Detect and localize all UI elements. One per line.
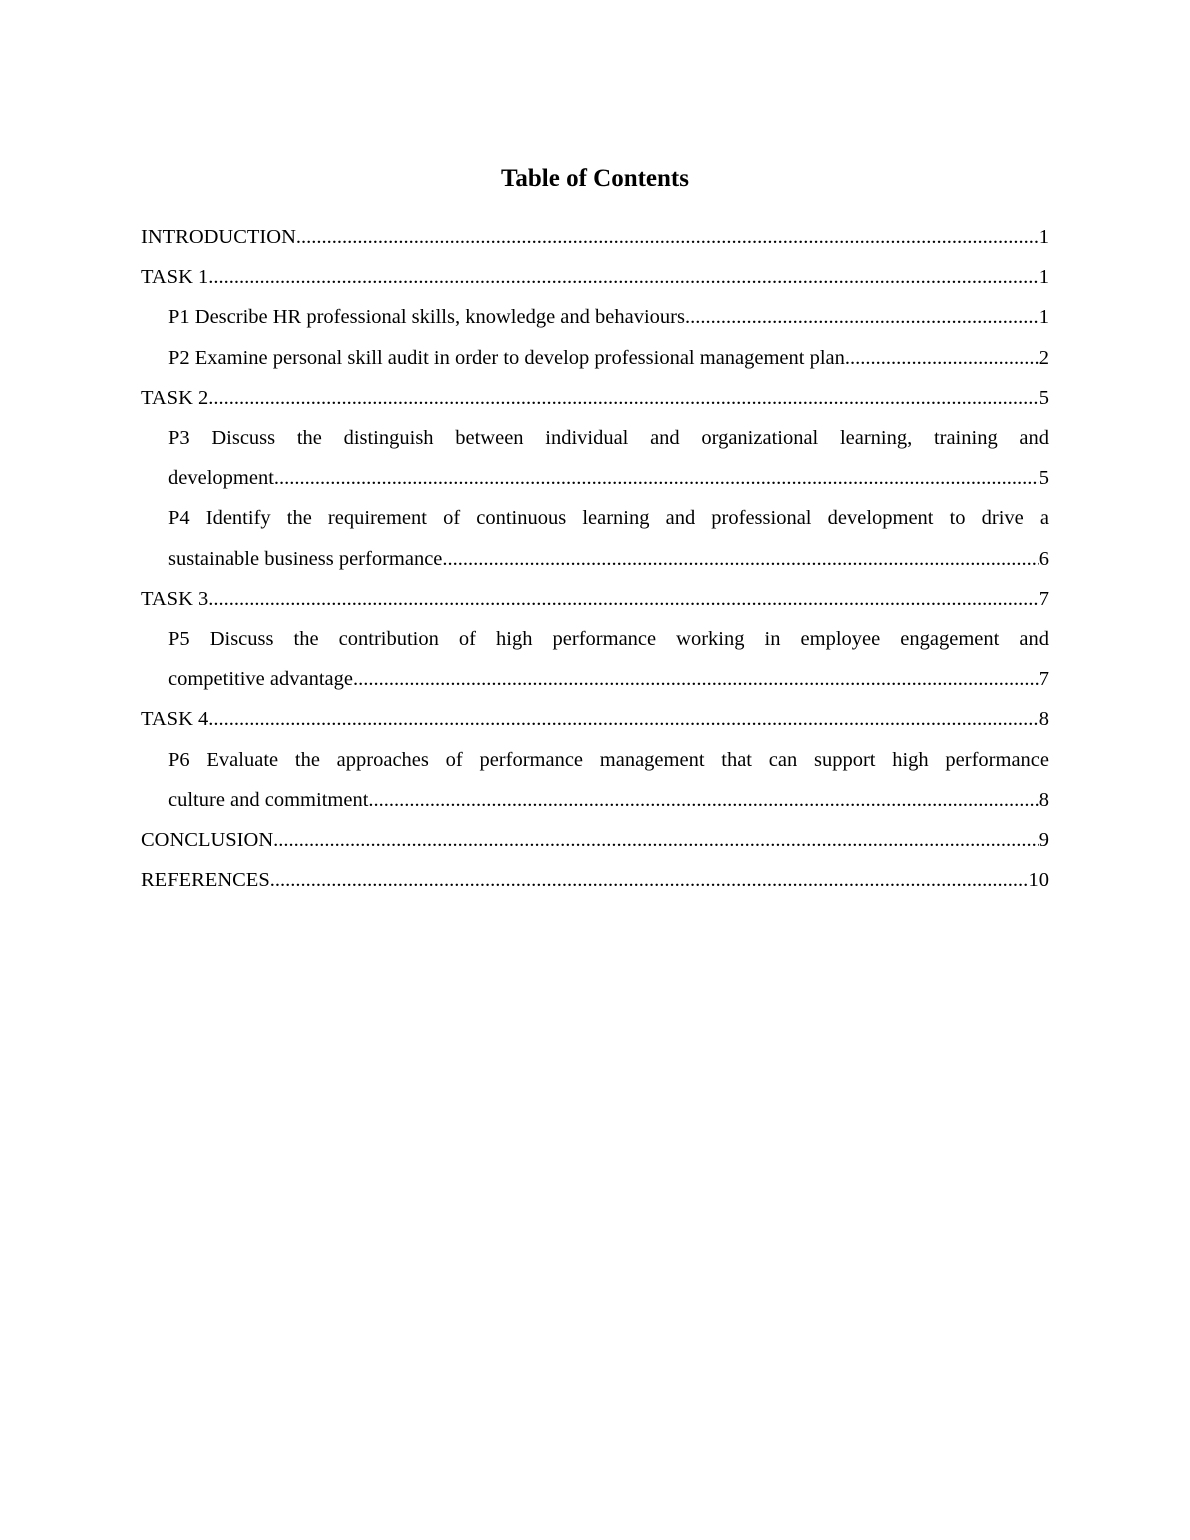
toc-entry-task-3[interactable] xyxy=(141,579,1049,619)
toc-entry-task-2[interactable] xyxy=(141,378,1049,418)
toc-page-number: 8 xyxy=(1038,788,1049,811)
dot-leader xyxy=(270,860,1029,900)
toc-entry-label: P1 Describe HR professional skills, knowledge and behaviours xyxy=(168,306,685,329)
dot-leader xyxy=(353,659,1039,699)
toc-page-number: 2 xyxy=(1038,346,1049,369)
toc-page-number: 9 xyxy=(1038,829,1049,852)
dot-leader xyxy=(208,579,1038,619)
dot-leader xyxy=(296,217,1039,257)
toc-list xyxy=(141,217,1049,900)
dot-leader xyxy=(442,539,1038,579)
toc-entry-label: TASK 4 xyxy=(141,708,209,731)
toc-entry-p2[interactable] xyxy=(168,338,1049,378)
toc-entry-label: INTRODUCTION xyxy=(141,226,296,248)
dot-leader xyxy=(208,257,1038,297)
toc-entry-label: TASK 3 xyxy=(141,587,209,610)
dot-leader xyxy=(685,297,1039,337)
toc-entry-label: TASK 1 xyxy=(141,266,209,289)
toc-entry-references[interactable] xyxy=(141,860,1049,900)
dot-leader xyxy=(208,699,1038,739)
toc-entry-label-line-2: sustainable business performance xyxy=(168,547,443,570)
toc-page-number: 6 xyxy=(1038,547,1049,570)
toc-entry-introduction[interactable] xyxy=(141,217,1049,257)
toc-entry-p5[interactable] xyxy=(168,619,1049,699)
dot-leader xyxy=(208,378,1038,418)
toc-title: Table of Contents xyxy=(501,165,689,192)
dot-leader xyxy=(274,458,1039,498)
toc-entry-label: TASK 2 xyxy=(141,386,209,409)
document-page xyxy=(141,160,1049,900)
toc-entry-label-line-1: P3 Discuss the distinguish between individual and organizational learning, training and xyxy=(168,427,1049,450)
toc-entry-label: REFERENCES xyxy=(141,869,270,892)
toc-page-number: 1 xyxy=(1038,306,1049,329)
toc-entry-label-line-2: competitive advantage xyxy=(168,668,353,691)
toc-page-number: 7 xyxy=(1038,668,1049,691)
dot-leader xyxy=(273,820,1039,860)
toc-entry-p3[interactable] xyxy=(168,418,1049,498)
toc-entry-p4[interactable] xyxy=(168,498,1049,578)
toc-page-number: 1 xyxy=(1038,266,1049,289)
toc-entry-conclusion[interactable] xyxy=(141,820,1049,860)
toc-entry-label-line-1: P6 Evaluate the approaches of performance management that can support high performance xyxy=(168,748,1049,771)
toc-entry-p6[interactable] xyxy=(168,740,1049,820)
toc-page-number: 10 xyxy=(1028,869,1049,892)
toc-entry-p1[interactable] xyxy=(168,297,1049,337)
toc-entry-label-line-1: P4 Identify the requirement of continuous learning and professional development to drive a xyxy=(168,507,1049,530)
toc-entry-label: CONCLUSION xyxy=(141,829,274,852)
toc-entry-task-1[interactable] xyxy=(141,257,1049,297)
toc-page-number: 1 xyxy=(1038,226,1049,248)
dot-leader xyxy=(368,780,1038,820)
toc-page-number: 5 xyxy=(1038,467,1049,490)
toc-entry-label-line-2: culture and commitment xyxy=(168,788,369,811)
toc-page-number: 5 xyxy=(1038,386,1049,409)
toc-entry-label-line-2: development xyxy=(168,467,274,490)
toc-page-number: 7 xyxy=(1038,587,1049,610)
toc-page-number: 8 xyxy=(1038,708,1049,731)
toc-entry-label-line-1: P5 Discuss the contribution of high performance working in employee engagement and xyxy=(168,628,1049,651)
toc-entry-task-4[interactable] xyxy=(141,699,1049,739)
dot-leader xyxy=(845,338,1039,378)
toc-entry-label: P2 Examine personal skill audit in order to develop professional management plan xyxy=(168,346,845,369)
